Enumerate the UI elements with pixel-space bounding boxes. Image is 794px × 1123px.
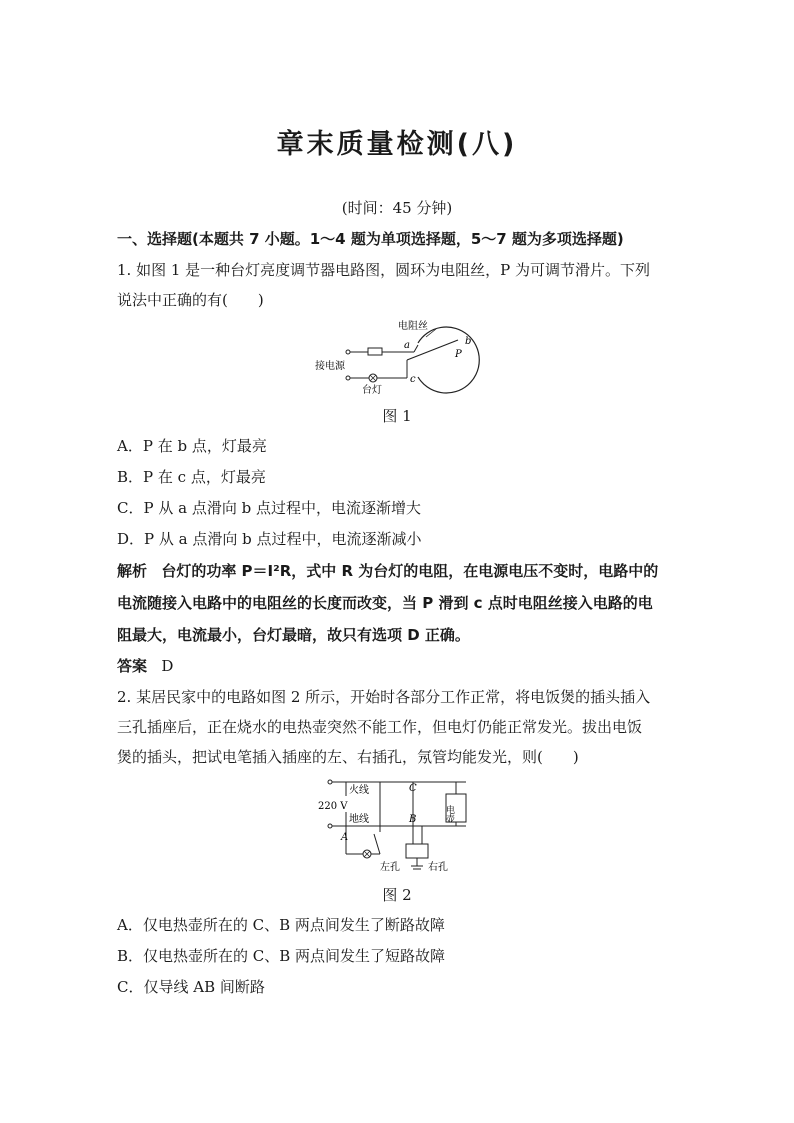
label-a: a xyxy=(404,340,410,351)
terminal-neutral xyxy=(328,824,332,828)
terminal-bottom xyxy=(346,376,350,380)
answer-value: D xyxy=(161,657,174,675)
terminal-live xyxy=(328,780,332,784)
label-resistor-wire: 电阻丝 xyxy=(398,321,428,332)
q1-option-c: C．P 从 a 点滑向 b 点过程中，电流逐渐增大 xyxy=(117,499,421,517)
terminal-top xyxy=(346,350,350,354)
label-c: c xyxy=(410,374,416,385)
label-B: B xyxy=(409,814,417,825)
q2-option-b: B．仅电热壶所在的 C、B 两点间发生了短路故障 xyxy=(117,947,446,965)
resistor-icon xyxy=(368,348,382,355)
label-kettle: 电壶 xyxy=(444,805,454,823)
wire-to-a xyxy=(414,345,418,352)
label-right-hole: 右孔 xyxy=(428,862,448,873)
switch-arm xyxy=(374,834,380,854)
q1-analysis-line2: 电流随接入电路中的电阻丝的长度而改变，当 P 滑到 c 点时电阻丝接入电路的电 xyxy=(117,594,653,612)
label-left-hole: 左孔 xyxy=(380,862,400,873)
label-C: C xyxy=(409,783,417,794)
q1-analysis-line1 xyxy=(117,561,658,581)
analysis-text-1: 台灯的功率 P＝I²R，式中 R 为台灯的电阻，在电源电压不变时，电路中的 xyxy=(161,562,659,580)
q1-stem-line2: 说法中正确的有( ) xyxy=(117,291,264,309)
label-P: P xyxy=(455,349,462,360)
q1-option-a: A．P 在 b 点，灯最亮 xyxy=(117,437,267,455)
q1-analysis-line3: 阻最大，电流最小，台灯最暗，故只有选项 D 正确。 xyxy=(117,626,470,644)
figure-2-caption: 图 2 xyxy=(382,886,412,904)
label-live: 火线 xyxy=(349,785,369,796)
socket-icon xyxy=(406,844,428,858)
label-lamp: 台灯 xyxy=(362,385,382,396)
q1-stem-line1: 1. 如图 1 是一种台灯亮度调节器电路图，圆环为电阻丝，P 为可调节滑片。下列 xyxy=(117,261,651,279)
label-power: 接电源 xyxy=(315,361,345,372)
time-note: (时间：45 分钟) xyxy=(341,199,453,217)
section-heading: 一、选择题(本题共 7 小题。1～4 题为单项选择题，5～7 题为多项选择题) xyxy=(117,230,624,248)
q2-option-a: A．仅电热壶所在的 C、B 两点间发生了断路故障 xyxy=(117,916,445,934)
answer-label: 答案 xyxy=(117,657,148,675)
analysis-label: 解析 xyxy=(117,562,148,580)
q2-option-c: C．仅导线 AB 间断路 xyxy=(117,978,265,996)
q1-option-d: D．P 从 a 点滑向 b 点过程中，电流逐渐减小 xyxy=(117,530,422,548)
page-title: 章末质量检测(八) xyxy=(276,129,518,160)
q2-stem-line2: 三孔插座后，正在烧水的电热壶突然不能工作，但电灯仍能正常发光。拔出电饭 xyxy=(117,718,643,736)
figure-1-caption: 图 1 xyxy=(382,407,412,425)
label-voltage: 220 V xyxy=(318,801,348,812)
label-neutral: 地线 xyxy=(349,814,369,825)
q1-option-b: B．P 在 c 点，灯最亮 xyxy=(117,468,266,486)
label-A: A xyxy=(341,832,349,843)
q2-stem-line1: 2. 某居民家中的电路如图 2 所示，开始时各部分工作正常，将电饭煲的插头插入 xyxy=(117,688,651,706)
figure-2-circuit xyxy=(318,774,488,874)
q2-stem-line3: 煲的插头，把试电笔插入插座的左、右插孔，氖管均能发光，则( ) xyxy=(117,748,579,766)
q1-answer xyxy=(117,656,173,676)
figure-1-circuit xyxy=(310,315,490,400)
label-b: b xyxy=(465,336,472,347)
